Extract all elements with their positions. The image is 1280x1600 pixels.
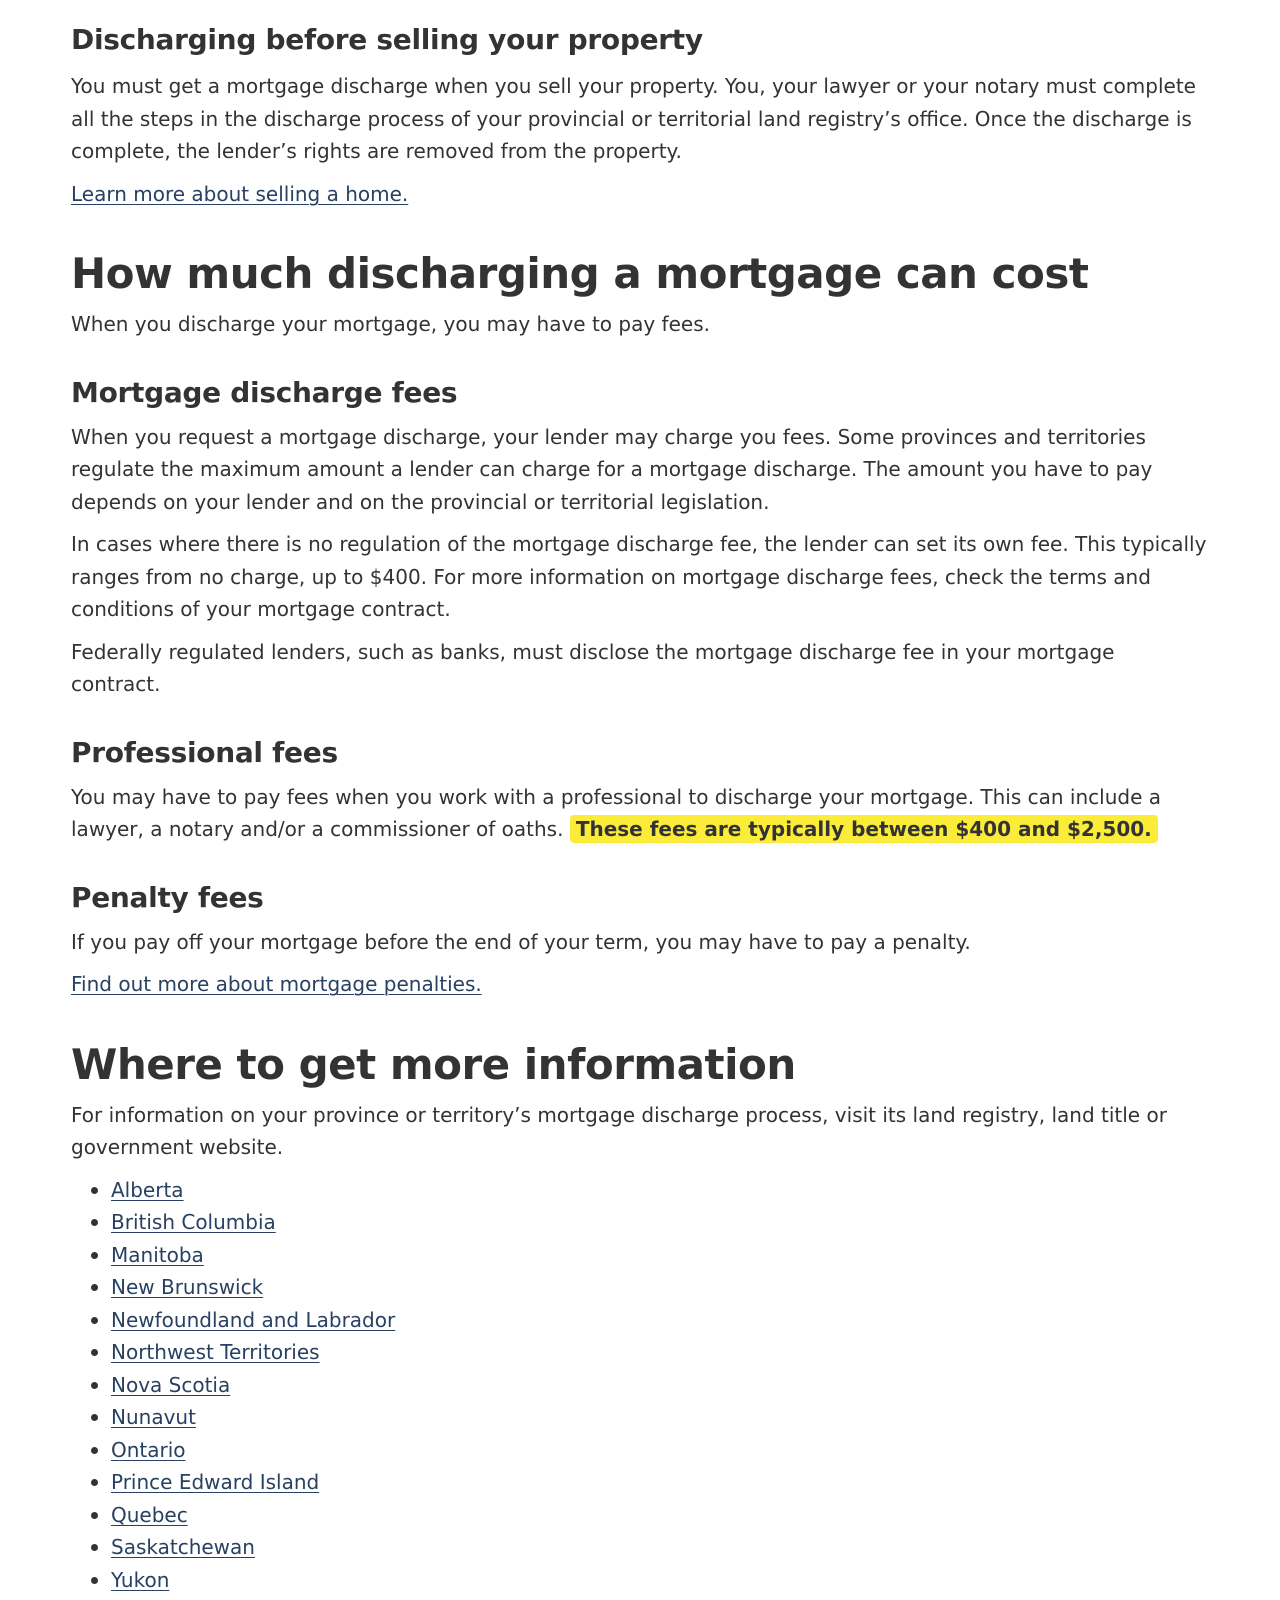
list-item [111,1239,1209,1272]
list-item [111,1401,1209,1434]
paragraph-discharge-fees-2: In cases where there is no regulation of the mortgage discharge fee, the lender can set its own fee. This typically ranges from no charge, up to $400. For more information on mortgage discharge fees, check the terms and conditions of your mortgage contract. [71,532,1207,621]
paragraph-professional-fees [71,781,1209,846]
heading-discharge-fees: Mortgage discharge fees [71,375,458,409]
link-province-british-columbia[interactable]: British Columbia [111,1210,276,1234]
bullet-icon [91,1252,98,1259]
list-item [111,1271,1209,1304]
bullet-icon [91,1544,98,1551]
bullet-icon [91,1349,98,1356]
list-item [111,1531,1209,1564]
link-province-northwest-territories[interactable]: Northwest Territories [111,1340,320,1364]
list-item [111,1499,1209,1532]
paragraph-penalty-fees: If you pay off your mortgage before the end of your term, you may have to pay a penalty. [71,929,971,954]
link-province-new-brunswick[interactable]: New Brunswick [111,1275,264,1299]
paragraph-penalty-link [71,968,1209,1001]
heading-more-info: Where to get more information [71,1039,796,1089]
link-province-prince-edward-island[interactable]: Prince Edward Island [111,1470,320,1494]
list-item [111,1564,1209,1597]
link-province-yukon[interactable]: Yukon [111,1567,170,1592]
paragraph-cost-intro: When you discharge your mortgage, you may have to pay fees. [71,312,710,336]
heading-cost: How much discharging a mortgage can cost [71,249,1089,298]
link-province-quebec[interactable]: Quebec [111,1502,188,1527]
bullet-icon [91,1219,98,1226]
bullet-icon [91,1479,98,1486]
link-mortgage-penalties[interactable]: Find out more about mortgage penalties. [71,972,482,996]
heading-professional-fees: Professional fees [71,735,338,769]
paragraph-discharge-fees-1: When you request a mortgage discharge, your lender may charge you fees. Some provinces and territories regulate the maximum amount a lender can charge for a mortgage discharge. The amount you have to pay depends on your lender and on the provincial or territorial legislation. [71,424,1153,514]
province-link-list [71,1174,1209,1597]
list-item [111,1336,1209,1369]
list-item [111,1369,1209,1402]
professional-fees-text: You may have to pay fees when you work with a professional to discharge your mortgage. This can include a lawyer, a notary and/or a commissioner of oaths. [71,784,1161,841]
bullet-icon [91,1187,98,1194]
list-item [111,1174,1209,1207]
paragraph-discharge-fees-3: Federally regulated lenders, such as banks, must disclose the mortgage discharge fee in your mortgage contract. [71,639,1115,696]
bullet-icon [91,1512,98,1519]
paragraph-more-info: For information on your province or territory’s mortgage discharge process, visit its land registry, land title or government website. [71,1102,1167,1159]
heading-penalty-fees: Penalty fees [71,880,264,914]
link-province-newfoundland-and-labrador[interactable]: Newfoundland and Labrador [111,1307,396,1332]
link-province-saskatchewan[interactable]: Saskatchewan [111,1535,255,1559]
bullet-icon [91,1284,98,1291]
link-province-ontario[interactable]: Ontario [111,1437,186,1462]
bullet-icon [91,1447,98,1454]
list-item [111,1304,1209,1337]
highlighted-fee-range: These fees are typically between $400 and $2,500. [570,815,1158,843]
link-province-nova-scotia[interactable]: Nova Scotia [111,1372,231,1397]
bullet-icon [91,1317,98,1324]
link-province-manitoba[interactable]: Manitoba [111,1242,204,1267]
list-item [111,1434,1209,1467]
list-item [111,1206,1209,1239]
heading-selling: Discharging before selling your property [71,23,703,56]
link-selling-a-home[interactable]: Learn more about selling a home. [71,181,409,206]
link-province-alberta[interactable]: Alberta [111,1177,184,1202]
bullet-icon [91,1382,98,1389]
paragraph-selling-link [71,178,1209,211]
paragraph-selling: You must get a mortgage discharge when you sell your property. You, your lawyer or your notary must complete all the steps in the discharge process of your provincial or territorial land registry’s office. Once the discharge is complete, the lender’s rights are removed from the property. [71,74,1196,163]
bullet-icon [91,1577,98,1584]
link-province-nunavut[interactable]: Nunavut [111,1405,196,1429]
list-item [111,1466,1209,1499]
bullet-icon [91,1414,98,1421]
